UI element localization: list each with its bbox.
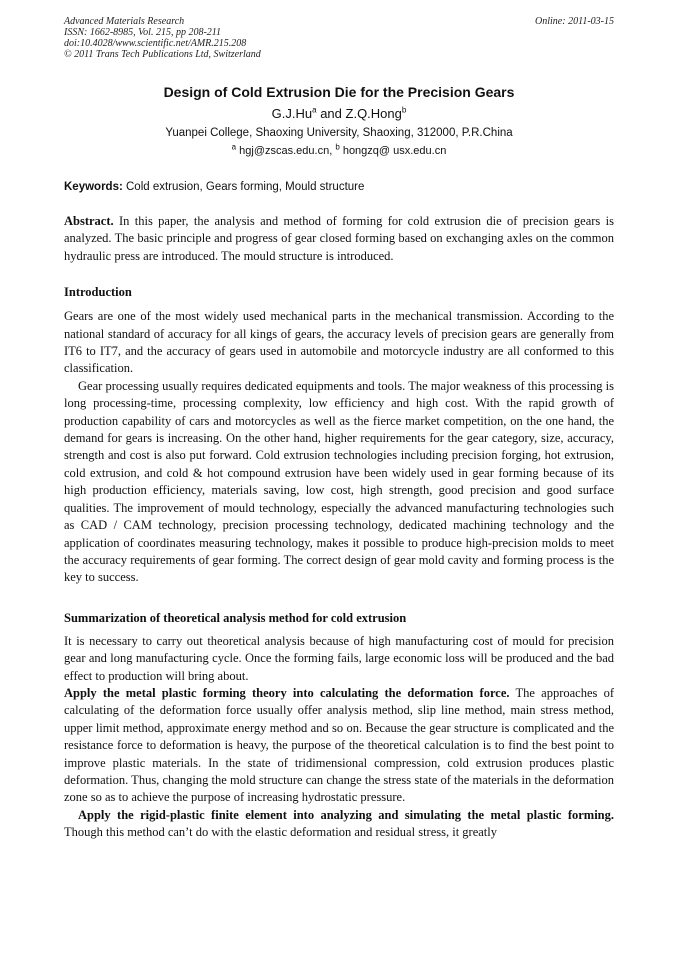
keywords-label: Keywords: [64,181,123,193]
section-heading-introduction: Introduction [64,285,132,300]
email-b-sup: b [335,142,340,152]
intro-paragraph-1: Gears are one of the most widely used mechanical parts in the mechanical transmission. According to the national standard of accuracy for all kings of gears, the accuracy levels of precision gears are generally from IT6 to IT7, and the accuracy of gears used in automobile and motorcycle industry are all conformed to this classification. [64,309,614,376]
author-line [64,106,614,121]
section-heading-summarization: Summarization of theoretical analysis method for cold extrusion [64,610,407,625]
email-line [64,142,614,157]
issn-line: ISSN: 1662-8985, Vol. 215, pp 208-211 [64,27,222,38]
affiliation: Yuanpei College, Shaoxing University, Shaoxing, 312000, P.R.China [165,127,513,139]
author-2: Z.Q.Hong [345,106,402,121]
doi-line: doi:10.4028/www.scientific.net/AMR.215.208 [64,38,247,49]
summary-paragraph-1: It is necessary to carry out theoretical analysis because of high manufacturing cost of mould for precision gear and long manufacturing cycle. Once the forming fails, large economic loss will be produced and the bad effect to production will bring about. [64,633,614,683]
summary-paragraph-3 [64,807,614,842]
keywords [64,181,614,193]
journal-name: Advanced Materials Research [64,16,185,27]
journal-header [64,16,614,60]
author-2-sup: b [401,105,407,115]
abstract-label: Abstract. [64,214,114,228]
author-1: G.J.Hu [271,106,313,121]
online-date: Online: 2011-03-15 [535,16,614,27]
keywords-text: Cold extrusion, Gears forming, Mould structure [122,181,365,193]
author-1-sup: a [312,105,317,115]
email-a: hgj@zscas.edu.cn, [236,145,336,157]
abstract-text: In this paper, the analysis and method of forming for cold extrusion die of precision gears is analyzed. The basic principle and progress of gear closed forming based on exchanging axles on the common hydraulic press are introduced. The mould structure is introduced. [64,214,614,263]
summary-p3-lead: Apply the rigid-plastic finite element into analyzing and simulating the metal plastic forming. [78,807,614,822]
copyright-line: © 2011 Trans Tech Publications Ltd, Switzerland [64,49,261,60]
email-a-sup: a [231,142,237,152]
email-b: hongzq@ usx.edu.cn [339,145,447,157]
summary-p2-text: The approaches of calculating of the deformation force usually offer analysis method, slip line method, main stress method, upper limit method, approximate energy method and so on. Because the gear structure is complicated and the resistance force to deformation is heavy, the purpose of the theoretical calculation is to find the best point to improve plastic materials. In the state of tridimensional compression, cold extrusion produces plastic deformation. Thus, changing the mold structure can change the stress state of the materials in the deformation zone so as to achieve the purpose of increasing hydrostatic pressure. [64,685,614,805]
paper-title: Design of Cold Extrusion Die for the Precision Gears [163,84,515,100]
author-and: and [316,106,346,121]
summary-p3-text: Though this method can’t do with the elastic deformation and residual stress, it greatly [64,825,498,840]
summary-paragraph-2 [64,685,614,807]
abstract [64,213,614,265]
intro-paragraph-2: Gear processing usually requires dedicated equipments and tools. The major weakness of this processing is long processing-time, processing complexity, low efficiency and high cost. With the rapid growth of production capability of cars and motorcycles as well as the fierce market competition, on the one hand, the demand for gears is increasing. On the other hand, higher requirements for the gear category, size, accuracy, strength and cost is also put forward. Cold extrusion technologies including precision forging, hot extrusion, cold extrusion, and cold & hot compound extrusion have been widely used in gear forming because of its high production efficiency, materials saving, low cost, high strength, good precision and good surface qualities. The improvement of mould technology, especially the advanced manufacturing technologies such as CAD / CAM technology, precision processing technology, dedicated machining technology and the application of coordinates measuring technology, makes it possible to produce high-precision molds to meet the accuracy requirements of gear forming. The correct design of gear mold cavity and forming process is the key to success. [64,378,614,585]
summary-p2-lead: Apply the metal plastic forming theory into calculating the deformation force. [64,685,510,700]
